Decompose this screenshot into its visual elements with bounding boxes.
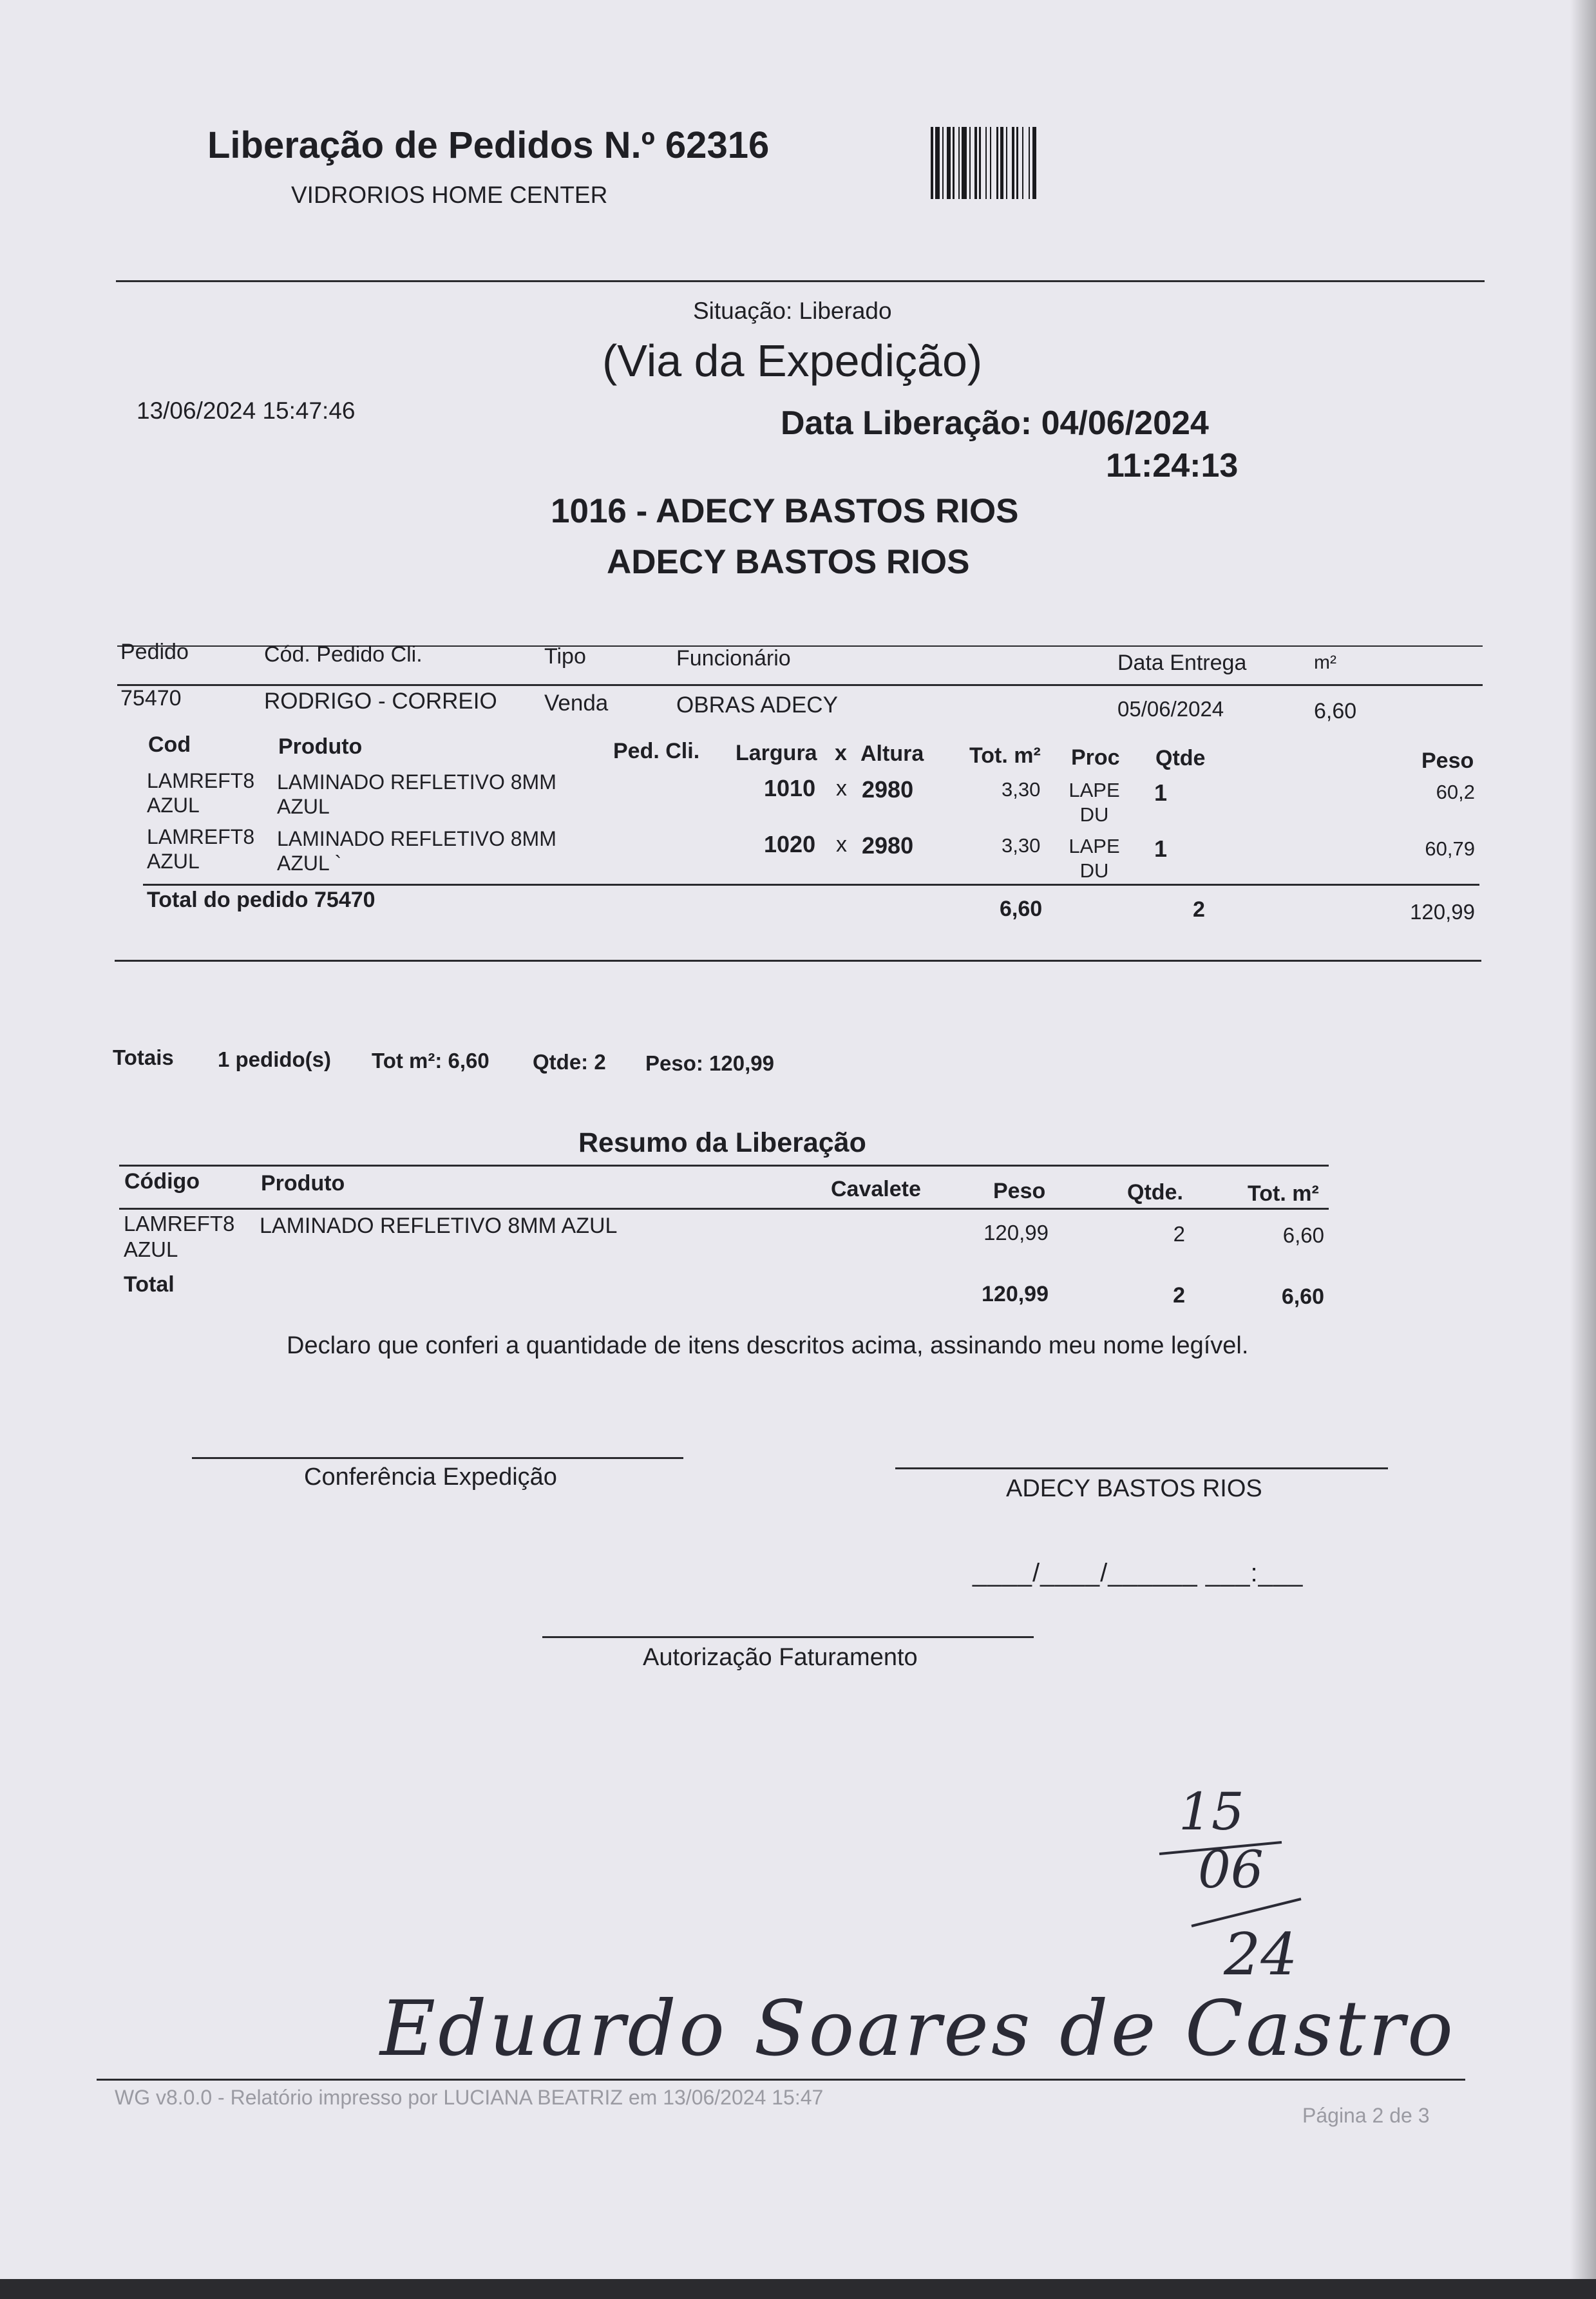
barcode-bar [1012, 127, 1014, 199]
footer-printed-by: WG v8.0.0 - Relatório impresso por LUCIANA BEATRIZ em 13/06/2024 15:47 [115, 2086, 824, 2109]
table-header-rule [117, 684, 1483, 686]
summary-header-qtde: Qtde. [1127, 1180, 1183, 1205]
order-funcionario: OBRAS ADECY [676, 692, 838, 718]
item-peso: 60,79 [1425, 837, 1475, 860]
handwritten-month: 06 [1198, 1840, 1264, 1900]
barcode-bar [990, 127, 991, 199]
order-total-m2: 6,60 [1000, 897, 1043, 921]
company-name: VIDRORIOS HOME CENTER [291, 182, 608, 208]
barcode-bar [979, 127, 981, 199]
handwritten-year: 24 [1224, 1921, 1298, 1989]
client-code-name: 1016 - ADECY BASTOS RIOS [551, 492, 1019, 530]
item-proc-line1: LAPE [1069, 835, 1120, 857]
signature-line-conferencia [192, 1457, 683, 1459]
order-data-entrega: 05/06/2024 [1117, 697, 1224, 721]
footer-page-number: Página 2 de 3 [1302, 2104, 1430, 2127]
summary-peso: 120,99 [983, 1221, 1049, 1245]
item-header-altura: Altura [860, 741, 924, 766]
barcode-bar [942, 127, 944, 199]
order-tipo: Venda [544, 691, 609, 716]
signature-line-autorizacao [542, 1636, 1034, 1638]
item-produto [277, 826, 556, 875]
item-header-x: x [835, 741, 847, 765]
item-header-proc: Proc [1071, 745, 1120, 770]
section-divider [115, 960, 1481, 962]
barcode-bar [935, 127, 940, 199]
page-title: Liberação de Pedidos N.º 62316 [207, 124, 770, 166]
release-time: 11:24:13 [1106, 447, 1239, 484]
summary-header-cavalete: Cavalete [831, 1177, 921, 1201]
handwritten-date [1153, 1778, 1320, 1997]
summary-title: Resumo da Liberação [578, 1127, 866, 1158]
item-tot-m2: 3,30 [1002, 834, 1041, 857]
declaration-text: Declaro que conferi a quantidade de itens descritos acima, assinando meu nome legível. [287, 1332, 1249, 1359]
signature-label-cliente: ADECY BASTOS RIOS [1006, 1475, 1262, 1502]
item-peso: 60,2 [1436, 781, 1475, 803]
item-x: x [836, 776, 847, 801]
header-divider [116, 280, 1485, 282]
handwritten-day: 15 [1179, 1782, 1244, 1842]
handwritten-signature: Eduardo Soares de Castro [380, 1984, 1456, 2073]
item-largura: 1010 [764, 775, 816, 801]
order-total-peso: 120,99 [1410, 900, 1475, 924]
summary-header-produto: Produto [261, 1171, 345, 1196]
item-header-cod: Cod [148, 732, 191, 757]
barcode-bar [958, 127, 960, 199]
item-proc [1065, 778, 1123, 827]
item-header-qtde: Qtde [1155, 746, 1206, 770]
item-produto-line2: AZUL [277, 795, 330, 818]
item-header-produto: Produto [278, 734, 363, 759]
item-produto-line2: AZUL ` [277, 852, 342, 875]
summary-total-qtde: 2 [1173, 1283, 1185, 1308]
barcode-bar [1006, 127, 1007, 199]
summary-codigo-line2: AZUL [124, 1237, 178, 1261]
col-header-tipo: Tipo [544, 644, 586, 669]
col-header-m2: m² [1314, 652, 1336, 673]
item-cod-line1: LAMREFT8 [147, 769, 255, 792]
item-altura: 2980 [862, 832, 914, 859]
item-cod-line1: LAMREFT8 [147, 825, 255, 848]
barcode-bar [953, 127, 955, 199]
summary-qtde: 2 [1173, 1222, 1185, 1246]
summary-total-label: Total [124, 1272, 175, 1297]
item-largura: 1020 [764, 831, 816, 857]
item-cod-line2: AZUL [147, 850, 200, 873]
barcode-bar [996, 127, 998, 199]
summary-codigo-line1: LAMREFT8 [124, 1212, 235, 1235]
status-text: Situação: Liberado [693, 298, 892, 324]
totals-pedidos: 1 pedido(s) [218, 1047, 332, 1071]
summary-header-tot-m2: Tot. m² [1248, 1181, 1319, 1206]
totals-qtde: Qtde: 2 [533, 1050, 606, 1074]
barcode-bar [962, 127, 967, 199]
item-altura: 2980 [862, 776, 914, 803]
summary-tot-m2: 6,60 [1282, 1223, 1324, 1247]
barcode-bar [985, 127, 987, 199]
order-m2: 6,60 [1314, 699, 1357, 723]
totals-label: Totais [113, 1045, 174, 1069]
item-cod [147, 825, 254, 873]
item-produto-line1: LAMINADO REFLETIVO 8MM [277, 770, 556, 794]
order-total-qtde: 2 [1193, 897, 1205, 922]
item-qtde: 1 [1154, 779, 1168, 806]
item-header-peso: Peso [1421, 749, 1474, 773]
order-pedido: 75470 [120, 686, 182, 711]
signature-label-autorizacao: Autorização Faturamento [643, 1644, 918, 1671]
item-proc-line2: DU [1079, 803, 1109, 826]
client-name: ADECY BASTOS RIOS [607, 543, 970, 581]
summary-produto: LAMINADO REFLETIVO 8MM AZUL [260, 1214, 618, 1238]
item-header-largura: Largura [736, 741, 817, 765]
item-x: x [836, 832, 847, 857]
summary-top-rule [119, 1165, 1329, 1167]
item-cod [147, 768, 254, 817]
barcode-bar [1022, 127, 1023, 199]
items-total-rule [143, 884, 1479, 886]
copy-label: (Via da Expedição) [602, 336, 983, 386]
summary-total-peso: 120,99 [982, 1282, 1049, 1306]
order-cod-pedido-cli: RODRIGO - CORREIO [264, 689, 497, 714]
summary-codigo [124, 1211, 234, 1263]
barcode-bar [974, 127, 977, 199]
barcode [929, 127, 1172, 199]
signature-label-conferencia: Conferência Expedição [304, 1464, 557, 1491]
item-tot-m2: 3,30 [1002, 778, 1041, 801]
item-header-tot-m2: Tot. m² [969, 743, 1041, 768]
col-header-data-entrega: Data Entrega [1117, 651, 1247, 675]
summary-header-peso: Peso [993, 1179, 1046, 1203]
scan-edge-shadow [1570, 0, 1596, 2299]
barcode-bar [931, 127, 933, 199]
item-qtde: 1 [1154, 835, 1168, 862]
signature-line-cliente [895, 1467, 1388, 1469]
footer-rule [97, 2079, 1465, 2081]
barcode-bar [1032, 127, 1036, 199]
col-header-pedido: Pedido [120, 640, 189, 664]
col-header-funcionario: Funcionário [676, 646, 791, 671]
totals-tot-m2: Tot m²: 6,60 [372, 1049, 489, 1073]
col-header-cod-pedido-cli: Cód. Pedido Cli. [264, 642, 423, 667]
date-fill-blank: ____/____/______ ___:___ [973, 1559, 1304, 1587]
totals-peso: Peso: 120,99 [645, 1051, 774, 1075]
scan-bottom-band [0, 2279, 1596, 2299]
release-date: Data Liberação: 04/06/2024 [781, 405, 1209, 442]
order-total-label: Total do pedido 75470 [147, 888, 375, 912]
item-proc [1065, 834, 1123, 883]
barcode-bar [1016, 127, 1018, 199]
barcode-bar [947, 127, 951, 199]
item-produto-line1: LAMINADO REFLETIVO 8MM [277, 827, 556, 850]
summary-header-rule [119, 1208, 1329, 1210]
item-proc-line2: DU [1079, 859, 1109, 882]
printed-datetime: 13/06/2024 15:47:46 [137, 397, 356, 424]
summary-total-tot-m2: 6,60 [1281, 1284, 1324, 1309]
barcode-bar [969, 127, 971, 199]
item-header-ped-cli: Ped. Cli. [613, 739, 700, 763]
item-cod-line2: AZUL [147, 794, 200, 817]
item-proc-line1: LAPE [1069, 779, 1120, 801]
barcode-bar [1000, 127, 1003, 199]
barcode-bar [1029, 127, 1030, 199]
summary-header-codigo: Código [124, 1169, 200, 1194]
item-produto [277, 770, 556, 819]
